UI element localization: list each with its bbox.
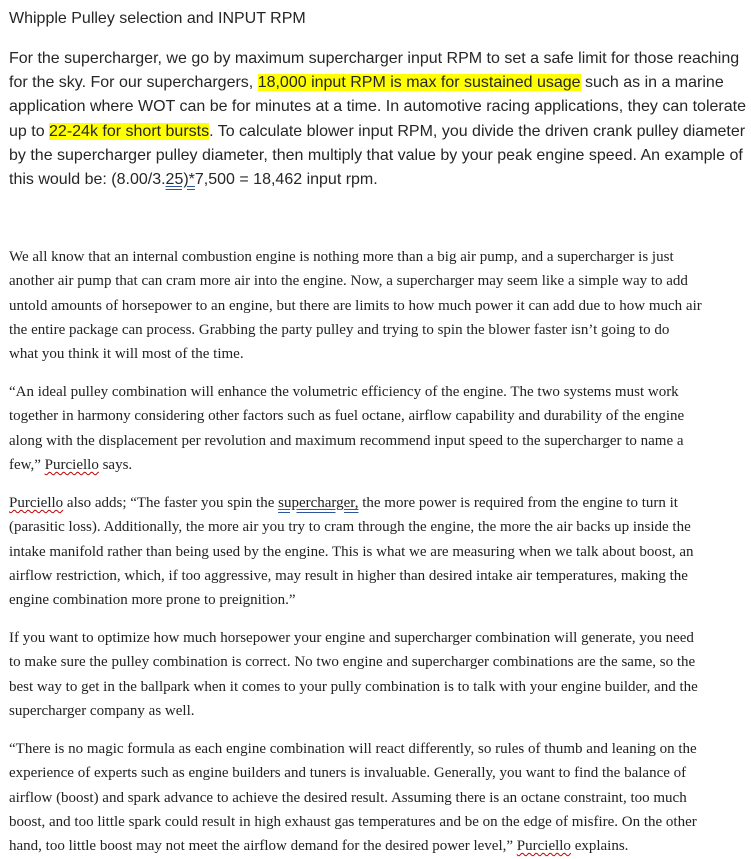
- paragraph-line: experience of experts such as engine builders and tuners is invaluable. Generally, you want to find the balance of: [9, 765, 687, 782]
- paragraph-line: what you think it will most of the time.: [9, 346, 244, 363]
- paragraph-line: intake manifold rather than being used by the engine. This is what we are measuring when we talk about boost, an: [9, 543, 694, 560]
- intro-paragraph: [9, 47, 751, 192]
- text-run: 7,500 = 18,462 input rpm.: [194, 171, 378, 189]
- paragraph-line: supercharger company as well.: [9, 702, 195, 719]
- intro-line: For the supercharger, we go by maximum supercharger input RPM to set a safe limit for those reaching: [9, 50, 740, 67]
- paragraph-line: (parasitic loss). Additionally, the more air you try to cram through the engine, the more the air backs up inside the: [9, 519, 691, 536]
- text-run: says.: [98, 456, 133, 473]
- paragraph-line: to make sure the pulley combination is correct. No two engine and supercharger combinations are the same, so the: [9, 654, 696, 671]
- paragraph-line: airflow restriction, which, if too aggressive, may result in higher than desired intake air temperatures, making the: [9, 567, 688, 584]
- paragraph-line: [9, 453, 751, 477]
- paragraph-line: We all know that an internal combustion engine is nothing more than a big air pump, and a supercharger is just: [9, 249, 674, 265]
- paragraph-line: untold amounts of horsepower to an engine, but there are limits to how much power it can add due to how much air: [9, 297, 702, 314]
- intro-line: [9, 71, 751, 95]
- paragraph-line: together in harmony considering other factors such as fuel octane, airflow capability and durability of the engine: [9, 408, 685, 425]
- body-paragraph-1: [9, 245, 751, 366]
- body-paragraph-2: [9, 380, 751, 477]
- text-run: for the sky. For our superchargers,: [9, 74, 258, 92]
- spelling-flag[interactable]: Purciello: [9, 495, 64, 511]
- document-title: Whipple Pulley selection and INPUT RPM: [9, 10, 306, 27]
- paragraph-line: best way to get in the ballpark when it comes to your pully combination is to talk with your engine builder, and the: [9, 678, 698, 695]
- paragraph-line: “An ideal pulley combination will enhance the volumetric efficiency of the engine. The two systems must work: [9, 384, 679, 400]
- text-run: few,”: [9, 456, 45, 473]
- paragraph-line: another air pump that can cram more air into the engine. Now, a supercharger may seem like a simple way to add: [9, 273, 688, 290]
- text-run: up to: [9, 122, 50, 140]
- grammar-flag[interactable]: 25)*: [165, 171, 195, 189]
- text-run: this would be: (8.00/3.: [9, 171, 166, 189]
- paragraph-line: along with the displacement per revolution and maximum recommend input speed to the supercharger to name a: [9, 432, 684, 449]
- text-run: such as in a marine: [580, 74, 724, 92]
- text-run: . To calculate blower input RPM, you divide the driven crank pulley diameter: [209, 122, 746, 140]
- intro-line: [9, 168, 751, 192]
- intro-line: by the supercharger pulley diameter, then multiply that value by your peak engine speed. An example of: [9, 146, 743, 164]
- intro-line: application where WOT can be for minutes at a time. In automotive racing applications, they can tolerate: [9, 98, 746, 116]
- paragraph-line: [9, 491, 751, 515]
- paragraph-line: “There is no magic formula as each engine combination will react differently, so rules of thumb and leaning on the: [9, 741, 697, 757]
- paragraph-line: boost, and too little spark could result in high exhaust gas temperatures and be on the edge of misfire. On the other: [9, 813, 697, 830]
- highlight-max-rpm: 18,000 input RPM is max for sustained usage: [257, 74, 581, 92]
- paragraph-line: the entire package can process. Grabbing the party pulley and trying to spin the blower faster isn’t going to do: [9, 321, 670, 338]
- grammar-flag[interactable]: supercharger,: [278, 495, 359, 511]
- text-run: hand, too little boost may not meet the airflow demand for the desired power level,”: [9, 838, 517, 855]
- paragraph-line: engine combination more prone to preignition.”: [9, 592, 296, 609]
- paragraph-line: If you want to optimize how much horsepower your engine and supercharger combination will generate, you need: [9, 630, 694, 646]
- text-run: the more power is required from the engine to turn it: [358, 495, 678, 511]
- body-paragraph-5: [9, 737, 751, 858]
- spelling-flag[interactable]: Purciello: [44, 456, 99, 473]
- paragraph-line: airflow (boost) and spark advance to achieve the desired result. Assuming there is an octane constraint, too much: [9, 789, 687, 806]
- spelling-flag[interactable]: Purciello: [516, 838, 571, 855]
- text-run: explains.: [570, 838, 629, 855]
- intro-line: [9, 120, 751, 144]
- text-run: also adds; “The faster you spin the: [63, 495, 279, 511]
- highlight-short-bursts: 22-24k for short bursts: [49, 122, 210, 140]
- body-paragraph-3: [9, 491, 751, 612]
- paragraph-line: [9, 834, 751, 858]
- body-paragraph-4: [9, 626, 751, 723]
